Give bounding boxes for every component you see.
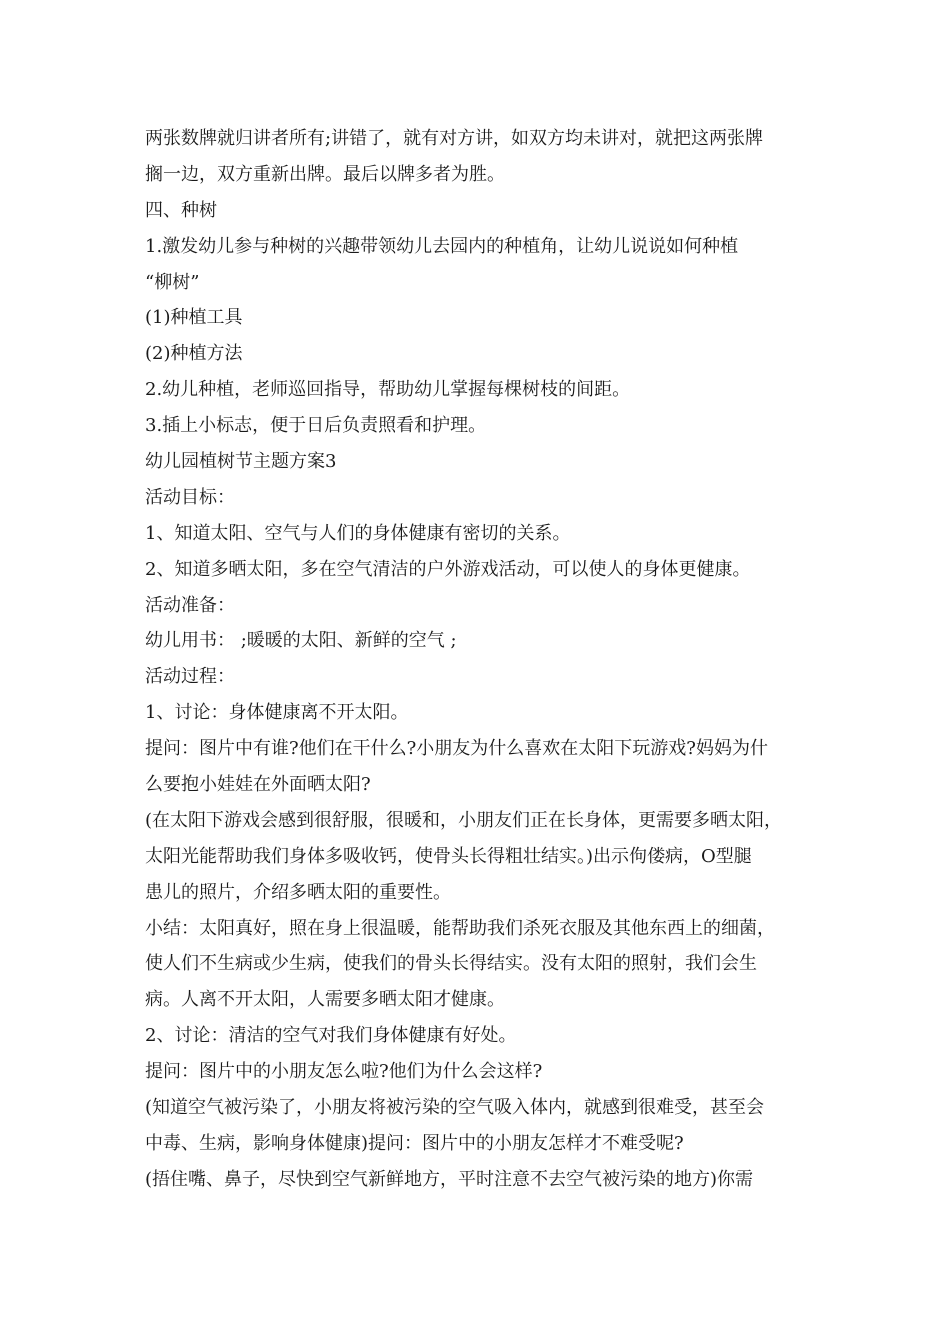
text-line: 小结：太阳真好，照在身上很温暖，能帮助我们杀死衣服及其他东西上的细菌， — [145, 917, 775, 939]
list-item: 1、知道太阳、空气与人们的身体健康有密切的关系。 — [145, 522, 571, 544]
text-line: 太阳光能帮助我们身体多吸收钙，使骨头长得粗壮结实。)出示佝偻病，O型腿 — [145, 845, 752, 867]
list-item: (2)种植方法 — [145, 343, 243, 365]
text-line: (知道空气被污染了，小朋友将被污染的空气吸入体内，就感到很难受，甚至会 — [145, 1097, 765, 1119]
text-line: 1.激发幼儿参与种树的兴趣带领幼儿去园内的种植角，让幼儿说说如何种植 — [145, 235, 739, 257]
list-item: (1)种植工具 — [145, 307, 243, 329]
text-line: 提问：图片中有谁?他们在干什么?小朋友为什么喜欢在太阳下玩游戏?妈妈为什 — [145, 738, 768, 760]
text-line: (在太阳下游戏会感到很舒服，很暖和，小朋友们正在长身体，更需要多晒太阳， — [145, 809, 783, 831]
text-line: 患儿的照片，介绍多晒太阳的重要性。 — [145, 881, 451, 903]
section-title: 幼儿园植树节主题方案3 — [145, 451, 337, 473]
document-body — [145, 121, 825, 1198]
text-line: 幼儿用书： ;暖暖的太阳、新鲜的空气 ; — [145, 630, 457, 652]
text-line: 提问：图片中的小朋友怎么啦?他们为什么会这样? — [145, 1061, 543, 1083]
text-line: (捂住嘴、鼻子，尽快到空气新鲜地方，平时注意不去空气被污染的地方)你需 — [145, 1168, 754, 1190]
list-item: 2、讨论：清洁的空气对我们身体健康有好处。 — [145, 1025, 517, 1047]
list-item: 2.幼儿种植，老师巡回指导，帮助幼儿掌握每棵树枝的间距。 — [145, 379, 631, 401]
text-line: 病。人离不开太阳，人需要多晒太阳才健康。 — [145, 989, 505, 1011]
list-item: 3.插上小标志，便于日后负责照看和护理。 — [145, 415, 487, 437]
subheading: 活动准备： — [145, 594, 235, 616]
text-line: “柳树” — [145, 271, 200, 293]
text-line: 两张数牌就归讲者所有;讲错了，就有对方讲，如双方均未讲对，就把这两张牌 — [145, 128, 764, 149]
subheading: 活动过程： — [145, 666, 235, 688]
subheading: 活动目标： — [145, 486, 235, 508]
text-line: 中毒、生病，影响身体健康)提问：图片中的小朋友怎样才不难受呢? — [145, 1132, 684, 1154]
text-line: 使人们不生病或少生病，使我们的骨头长得结实。没有太阳的照射，我们会生 — [145, 953, 757, 975]
list-item: 2、知道多晒太阳，多在空气清洁的户外游戏活动，可以使人的身体更健康。 — [145, 558, 751, 580]
section-heading: 四、种树 — [145, 199, 217, 221]
text-line: 么要抱小娃娃在外面晒太阳? — [145, 774, 371, 796]
text-line: 搁一边，双方重新出牌。最后以牌多者为胜。 — [145, 163, 505, 185]
list-item: 1、讨论：身体健康离不开太阳。 — [145, 702, 409, 724]
